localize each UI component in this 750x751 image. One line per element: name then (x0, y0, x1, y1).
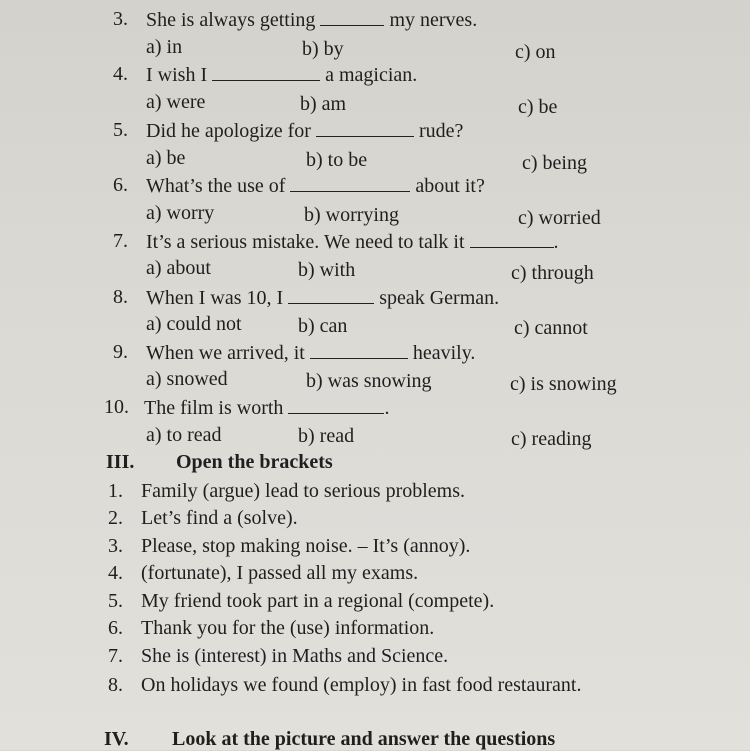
exercise-text: (fortunate), I passed all my exams. (141, 562, 419, 584)
question-text: When I was 10, I speak German. (146, 287, 500, 309)
question-text: What’s the use of about it? (146, 175, 485, 197)
option-c: c) be (518, 96, 558, 118)
exercise-number: 5. (108, 590, 123, 612)
question-number: 7. (113, 230, 128, 252)
answer-blank (316, 118, 414, 137)
section-numeral: IV. (104, 728, 129, 750)
question-number: 3. (113, 8, 128, 30)
answer-blank (288, 285, 374, 304)
option-b: b) with (298, 259, 356, 281)
exercise-text: My friend took part in a regional (compete). (141, 590, 495, 612)
option-b: b) am (300, 93, 347, 115)
option-c: c) is snowing (510, 373, 617, 395)
option-b: b) by (302, 38, 344, 60)
question-text: I wish I a magician. (146, 64, 418, 86)
option-c: c) worried (518, 207, 601, 229)
answer-blank (212, 62, 320, 81)
section-title: Look at the picture and answer the questions (172, 728, 556, 750)
option-a: a) in (146, 36, 183, 58)
option-c: c) being (522, 152, 587, 174)
option-b: b) can (298, 315, 348, 337)
option-a: a) worry (146, 202, 215, 224)
option-c: c) cannot (514, 317, 588, 339)
option-b: b) worrying (304, 204, 399, 226)
exercise-number: 7. (108, 645, 123, 667)
question-number: 10. (104, 396, 129, 418)
option-c: c) on (515, 41, 556, 63)
exercise-number: 3. (108, 535, 123, 557)
exercise-text: Let’s find a (solve). (141, 507, 298, 529)
exercise-number: 6. (108, 617, 123, 639)
option-a: a) could not (146, 313, 242, 335)
answer-blank (470, 229, 554, 248)
option-a: a) to read (146, 424, 222, 446)
question-text: Did he apologize for rude? (146, 120, 464, 142)
question-number: 4. (113, 63, 128, 85)
question-number: 6. (113, 174, 128, 196)
option-a: a) be (146, 147, 186, 169)
section-numeral: III. (106, 451, 135, 473)
option-a: a) were (146, 91, 206, 113)
question-text: The film is worth . (144, 397, 390, 419)
answer-blank (290, 173, 410, 192)
question-number: 9. (113, 341, 128, 363)
option-c: c) reading (511, 428, 592, 450)
exercise-text: Family (argue) lead to serious problems. (141, 480, 466, 502)
section-title: Open the brackets (176, 451, 333, 473)
question-text: She is always getting my nerves. (146, 9, 478, 31)
question-text: When we arrived, it heavily. (146, 342, 476, 364)
question-number: 5. (113, 119, 128, 141)
exercise-number: 2. (108, 507, 123, 529)
option-b: b) read (298, 425, 355, 447)
answer-blank (310, 340, 408, 359)
option-a: a) snowed (146, 368, 228, 390)
option-a: a) about (146, 257, 211, 279)
question-text: It’s a serious mistake. We need to talk it . (146, 231, 559, 253)
exercise-text: She is (interest) in Maths and Science. (141, 645, 449, 667)
exercise-number: 8. (108, 674, 123, 696)
question-number: 8. (113, 286, 128, 308)
exercise-text: Thank you for the (use) information. (141, 617, 435, 639)
exercise-text: Please, stop making noise. – It’s (annoy). (141, 535, 471, 557)
exercise-number: 1. (108, 480, 123, 502)
exercise-text: On holidays we found (employ) in fast food restaurant. (141, 674, 582, 696)
option-c: c) through (511, 262, 594, 284)
exercise-number: 4. (108, 562, 123, 584)
answer-blank (288, 395, 384, 414)
answer-blank (320, 7, 384, 26)
option-b: b) to be (306, 149, 368, 171)
option-b: b) was snowing (306, 370, 432, 392)
